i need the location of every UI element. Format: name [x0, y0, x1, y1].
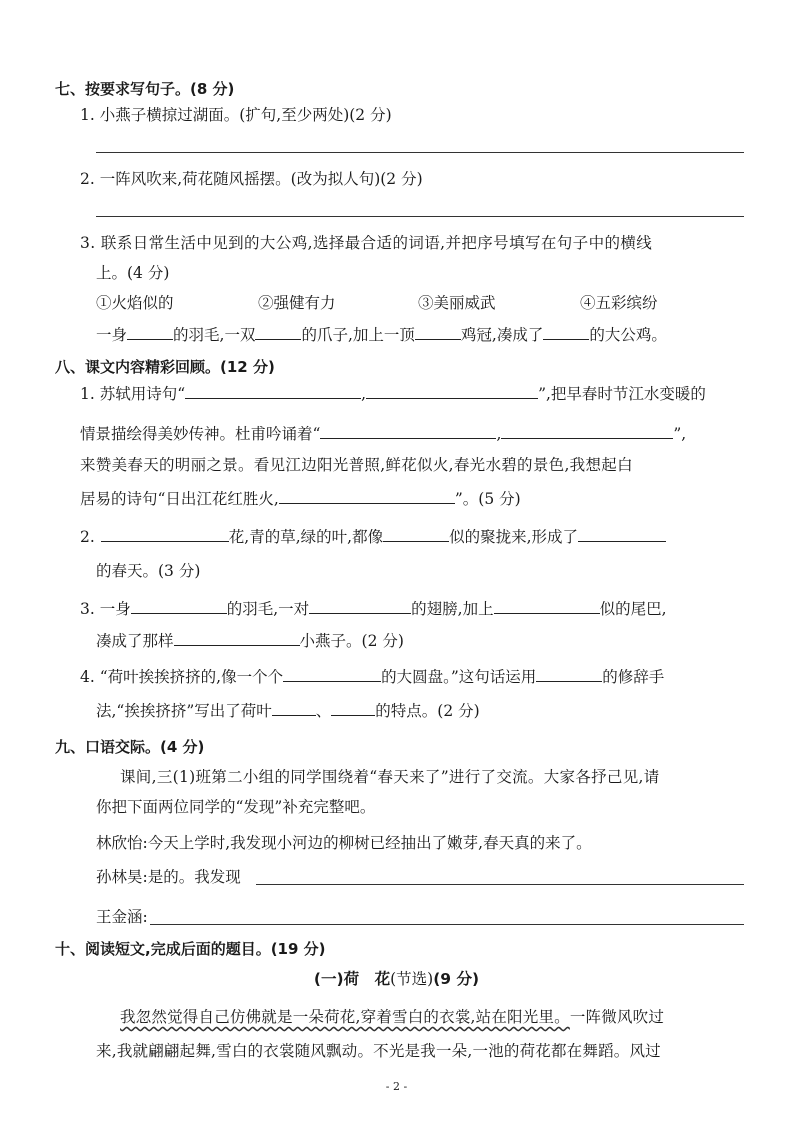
- answer-line-wang[interactable]: [150, 924, 744, 925]
- text: ,: [496, 425, 502, 443]
- page-number: - 2 -: [385, 1080, 408, 1093]
- text: 3. 一身: [80, 600, 131, 618]
- blank[interactable]: [331, 700, 375, 716]
- fill-text: 的大公鸡。: [589, 326, 667, 344]
- text: 凑成了那样: [96, 632, 174, 650]
- text: 2.: [80, 528, 95, 546]
- text: 似的尾巴,: [599, 600, 667, 618]
- text: 一阵微风吹过: [569, 1008, 665, 1026]
- text: 的翅膀,加上: [411, 600, 494, 618]
- q8-1-line1: [80, 383, 706, 405]
- text: 4. “荷叶挨挨挤挤的,像一个个: [80, 668, 284, 686]
- option-4: ④五彩缤纷: [580, 294, 658, 312]
- blank[interactable]: [131, 598, 227, 614]
- q7-2: 2. 一阵风吹来,荷花随风摇摆。(改为拟人句)(2 分): [80, 170, 423, 188]
- text: ,: [361, 385, 367, 403]
- text: 花,青的草,绿的叶,都像: [228, 528, 384, 546]
- fill-text: 的爪子,加上一顶: [301, 326, 415, 344]
- text: 居易的诗句“日出江花红胜火,: [80, 490, 279, 508]
- q7-3-line2: 上。(4 分): [96, 264, 170, 282]
- answer-line-sun[interactable]: [256, 884, 744, 885]
- text: ”,: [673, 425, 687, 443]
- q7-3-fill-sentence: [96, 324, 667, 346]
- blank[interactable]: [543, 324, 589, 340]
- q7-1: 1. 小燕子横掠过湖面。(扩句,至少两处)(2 分): [80, 106, 392, 124]
- blank[interactable]: [320, 423, 496, 439]
- option-2: ②强健有力: [258, 294, 336, 312]
- blank[interactable]: [383, 526, 449, 542]
- s9-wang-label: 王金涵:: [96, 908, 148, 926]
- passage-score: (9 分): [433, 970, 480, 988]
- option-3: ③美丽威武: [418, 294, 496, 312]
- text: 的羽毛,一对: [226, 600, 310, 618]
- text: ”。(5 分): [454, 490, 521, 508]
- blank[interactable]: [309, 598, 411, 614]
- blank[interactable]: [255, 324, 301, 340]
- text: 的特点。(2 分): [375, 702, 480, 720]
- blank[interactable]: [494, 598, 600, 614]
- text: 1. 苏轼用诗句“: [80, 385, 186, 403]
- section-8-title: 八、课文内容精彩回顾。(12 分): [55, 358, 275, 376]
- q8-2-line2: 的春天。(3 分): [96, 562, 201, 580]
- passage-title: (一)荷 花: [313, 970, 391, 988]
- text: 、: [315, 702, 332, 720]
- blank[interactable]: [578, 526, 666, 542]
- blank[interactable]: [366, 383, 538, 399]
- text: 小燕子。(2 分): [299, 632, 404, 650]
- s9-lin-statement: 林欣怡:今天上学时,我发现小河边的柳树已经抽出了嫩芽,春天真的来了。: [96, 834, 592, 852]
- q8-3-line2: [96, 630, 404, 652]
- fill-text: 一身: [96, 326, 128, 344]
- q7-3-line1: 3. 联系日常生活中见到的大公鸡,选择最合适的词语,并把序号填写在句子中的横线: [80, 234, 653, 252]
- text: 法,“挨挨挤挤”写出了荷叶: [96, 702, 272, 720]
- q8-4-line1: [80, 666, 664, 688]
- blank[interactable]: [174, 630, 300, 646]
- q8-3-line1: [80, 598, 667, 620]
- blank[interactable]: [283, 666, 381, 682]
- passage-line2: 来,我就翩翩起舞,雪白的衣裳随风飘动。不光是我一朵,一池的荷花都在舞蹈。风过: [96, 1042, 661, 1060]
- section-7-title: 七、按要求写句子。(8 分): [55, 80, 235, 98]
- blank[interactable]: [127, 324, 173, 340]
- passage-excerpt-note: (节选): [390, 970, 434, 988]
- answer-line-7-1[interactable]: [96, 152, 744, 153]
- passage-heading: [0, 968, 793, 990]
- fill-text: 鸡冠,凑成了: [460, 326, 544, 344]
- s9-paragraph-line1: 课间,三(1)班第二小组的同学围绕着“春天来了”进行了交流。大家各抒己见,请: [120, 768, 660, 786]
- wavy-underlined-sentence: 我忽然觉得自己仿佛就是一朵荷花,穿着雪白的衣裳,站在阳光里。: [120, 1008, 570, 1026]
- section-9-title: 九、口语交际。(4 分): [55, 738, 205, 756]
- option-1: ①火焰似的: [96, 294, 174, 312]
- q8-1-line4: [80, 488, 521, 510]
- blank[interactable]: [279, 488, 455, 504]
- s9-paragraph-line2: 你把下面两位同学的“发现”补充完整吧。: [96, 798, 376, 816]
- text: 的大圆盘。”这句话运用: [381, 668, 537, 686]
- passage-line1: [120, 1006, 664, 1028]
- answer-line-7-2[interactable]: [96, 216, 744, 217]
- blank[interactable]: [415, 324, 461, 340]
- blank[interactable]: [272, 700, 316, 716]
- section-10-title: 十、阅读短文,完成后面的题目。(19 分): [55, 940, 326, 958]
- text: 情景描绘得美妙传神。杜甫吟诵着“: [80, 425, 321, 443]
- q8-2-line1: [80, 526, 666, 548]
- q8-4-line2: [96, 700, 480, 722]
- q8-1-line2: [80, 423, 686, 445]
- text: 的修辞手: [602, 668, 665, 686]
- blank[interactable]: [101, 526, 229, 542]
- q8-1-line3: 来赞美春天的明丽之景。看见江边阳光普照,鲜花似火,春光水碧的景色,我想起白: [80, 456, 633, 474]
- text: 似的聚拢来,形成了: [449, 528, 579, 546]
- blank[interactable]: [185, 383, 361, 399]
- text: ”,把早春时节江水变暖的: [538, 385, 706, 403]
- blank[interactable]: [501, 423, 673, 439]
- s9-sun-statement: 孙林昊:是的。我发现: [96, 868, 241, 886]
- fill-text: 的羽毛,一双: [173, 326, 256, 344]
- blank[interactable]: [536, 666, 602, 682]
